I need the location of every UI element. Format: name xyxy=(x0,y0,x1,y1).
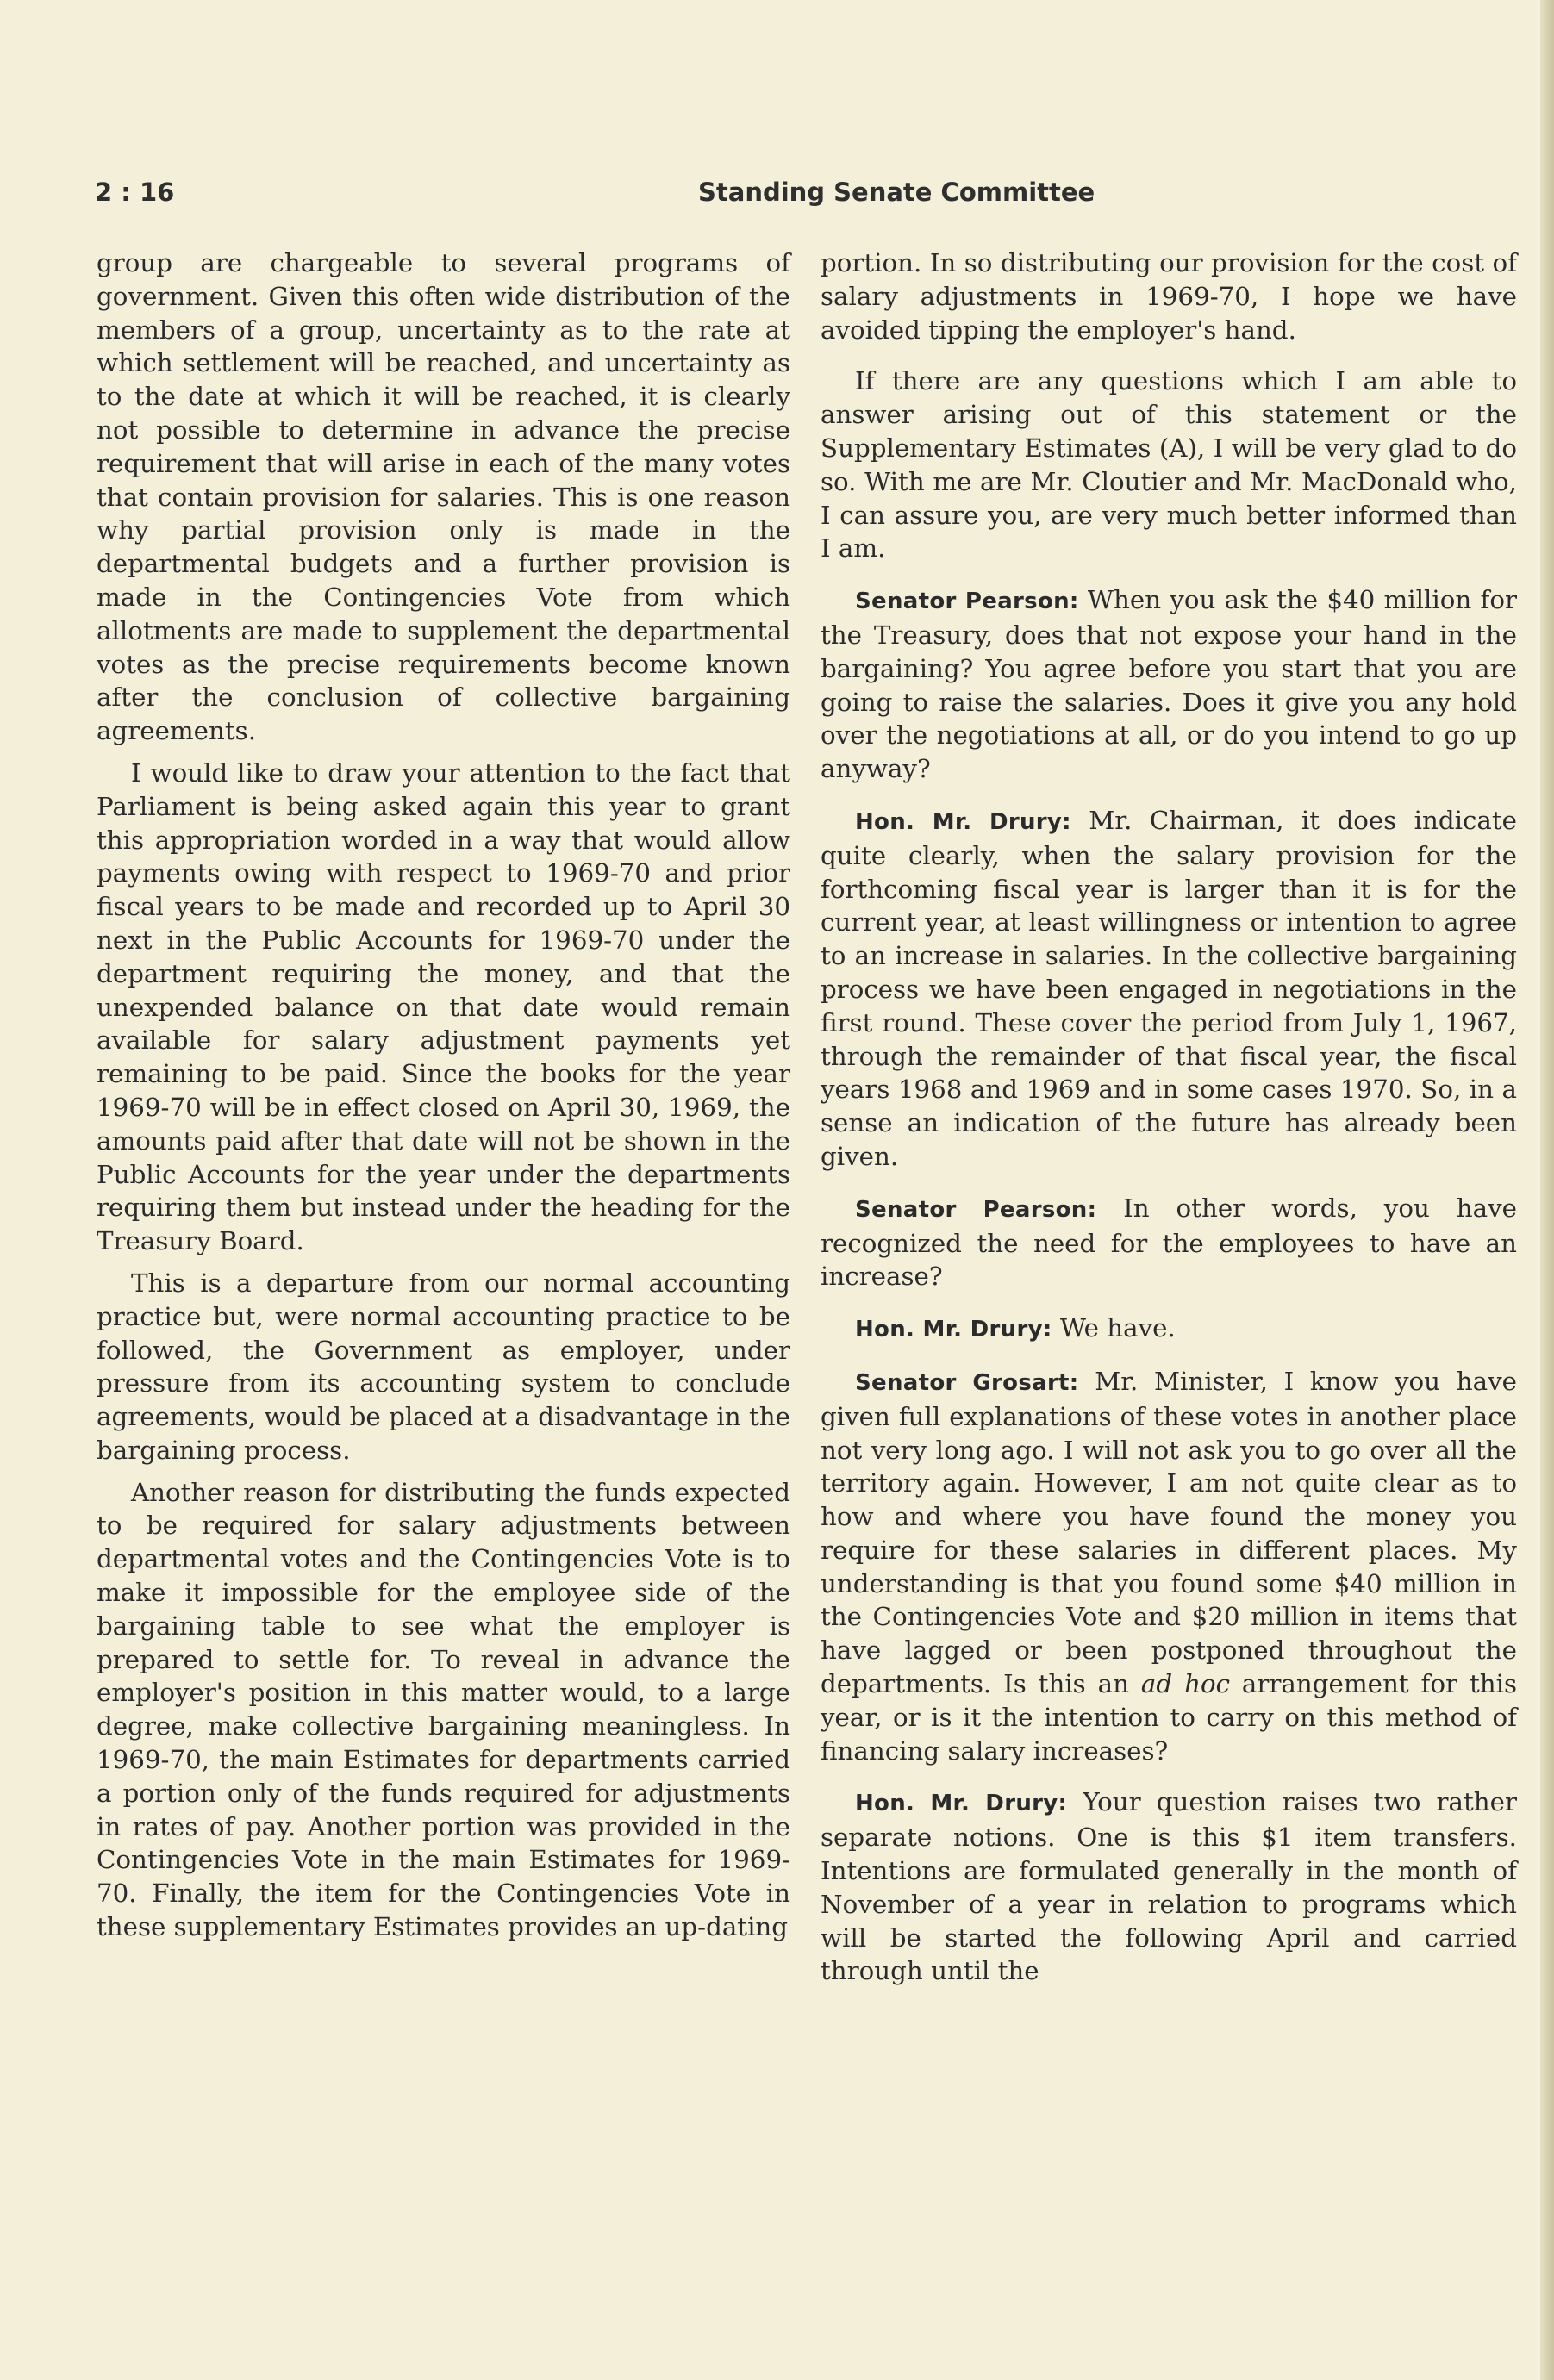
speaker-name: Hon. Mr. Drury: xyxy=(855,808,1071,835)
page-number: 2 : 16 xyxy=(95,178,175,207)
paragraph: This is a departure from our normal accounting practice but, were normal accounting practice to be followed, the Government as employer, under pressure from its accounting system to conclude agreements, would be placed at a disadvantage in the bargaining process. xyxy=(97,1268,790,1465)
speech-paragraph xyxy=(821,1785,1517,1988)
speaker-name: Hon. Mr. Drury: xyxy=(855,1317,1052,1343)
speech-text: We have. xyxy=(1052,1313,1176,1343)
paragraph: group are chargeable to several programs of government. Given this often wide distribution of the members of a group, uncertainty as to the rate at which settlement will be reached, and uncertainty as to the date at which it will be reached, it is clearly not possible to determine in advance the precise requirement that will arise in each of the many votes that contain provision for salaries. This is one reason why partial provision only is made in the departmental budgets and a further provision is made in the Contingencies Vote from which allotments are made to supplement the departmental votes as the precise requirements become known after the conclusion of collective bargaining agreements. xyxy=(97,248,790,746)
speech-paragraph xyxy=(821,1365,1517,1768)
paragraph: portion. In so distributing our provision for the cost of salary adjustments in 1969-70, I hope we have avoided tipping the employer's hand. xyxy=(821,248,1517,345)
speaker-name: Hon. Mr. Drury: xyxy=(855,1791,1068,1817)
italic-phrase: ad hoc xyxy=(1140,1669,1230,1699)
speech-text: In other words, you have recognized the need for the employees to have an increase? xyxy=(821,1193,1517,1292)
speech-paragraph xyxy=(821,1192,1517,1293)
speaker-name: Senator Pearson: xyxy=(855,589,1079,615)
speech-text: arrangement for this year, or is it the intention to carry on this method of financing salary increases? xyxy=(821,1669,1517,1766)
speech-text: When you ask the $40 million for the Treasury, does that not expose your hand in the bargaining? You agree before you start that you are going to raise the salaries. Does it give you any hold over the negotiations at all, or do you intend to go up anyway? xyxy=(821,585,1517,784)
speech-text: Your question raises two rather separate notions. One is this $1 item transfers. Intentions are formulated generally in the month of November of a year in relation to programs which will be started the following April and carried through until the xyxy=(821,1787,1517,1986)
speaker-name: Senator Pearson: xyxy=(855,1196,1097,1223)
speech-text: Mr. Chairman, it does indicate quite clearly, when the salary provision for the forthcoming fiscal year is larger than it is for the current year, at least willingness or intention to agree to an increase in salaries. In the collective bargaining process we have been engaged in negotiations in the first round. These cover the period from July 1, 1967, through the remainder of that fiscal year, the fiscal years 1968 and 1969 and in some cases 1970. So, in a sense an indication of the future has already been given. xyxy=(821,805,1518,1171)
running-title: Standing Senate Committee xyxy=(698,178,1095,207)
speaker-name: Senator Grosart: xyxy=(855,1369,1079,1396)
speech-paragraph xyxy=(821,583,1517,786)
running-header xyxy=(95,178,1474,212)
speech-text: Mr. Minister, I know you have given full explanations of these votes in another place not very long ago. I will not ask you to go over all the territory again. However, I am not quite clear as to how and where you have found the money you require for these salaries in different places. My understanding is that you found some $40 million in the Contingencies Vote and $20 million in items that have lagged or been postponed throughout the departments. Is this an xyxy=(821,1366,1518,1699)
left-column xyxy=(97,246,790,1953)
paragraph: Another reason for distributing the funds expected to be required for salary adjustments between departmental votes and the Contingencies Vote is to make it impossible for the employee side of the bargaining table to see what the employer is prepared to settle for. To reveal in advance the employer's position in this matter would, to a large degree, make collective bargaining meaningless. In 1969-70, the main Estimates for departments carried a portion only of the funds required for adjustments in rates of pay. Another portion was provided in the Contingencies Vote in the main Estimates for 1969-70. Finally, the item for the Contingencies Vote in these supplementary Estimates provides an up-dating xyxy=(97,1477,790,1942)
speech-paragraph xyxy=(821,804,1517,1174)
page-edge xyxy=(1540,0,1554,2380)
paragraph: I would like to draw your attention to the fact that Parliament is being asked again this year to grant this appropriation worded in a way that would allow payments owing with respect to 1969-70 and prior fiscal years to be made and recorded up to April 30 next in the Public Accounts for 1969-70 under the department requiring the money, and that the unexpended balance on that date would remain available for salary adjustment payments yet remaining to be paid. Since the books for the year 1969-70 will be in effect closed on April 30, 1969, the amounts paid after that date will not be shown in the Public Accounts for the year under the departments requiring them but instead under the heading for the Treasury Board. xyxy=(97,757,790,1256)
right-column xyxy=(821,246,1517,2006)
paragraph: If there are any questions which I am able to answer arising out of this statement or the Supplementary Estimates (A), I will be very glad to do so. With me are Mr. Cloutier and Mr. MacDonald who, I can assure you, are very much better informed than I am. xyxy=(821,366,1517,564)
speech-paragraph xyxy=(821,1311,1517,1347)
